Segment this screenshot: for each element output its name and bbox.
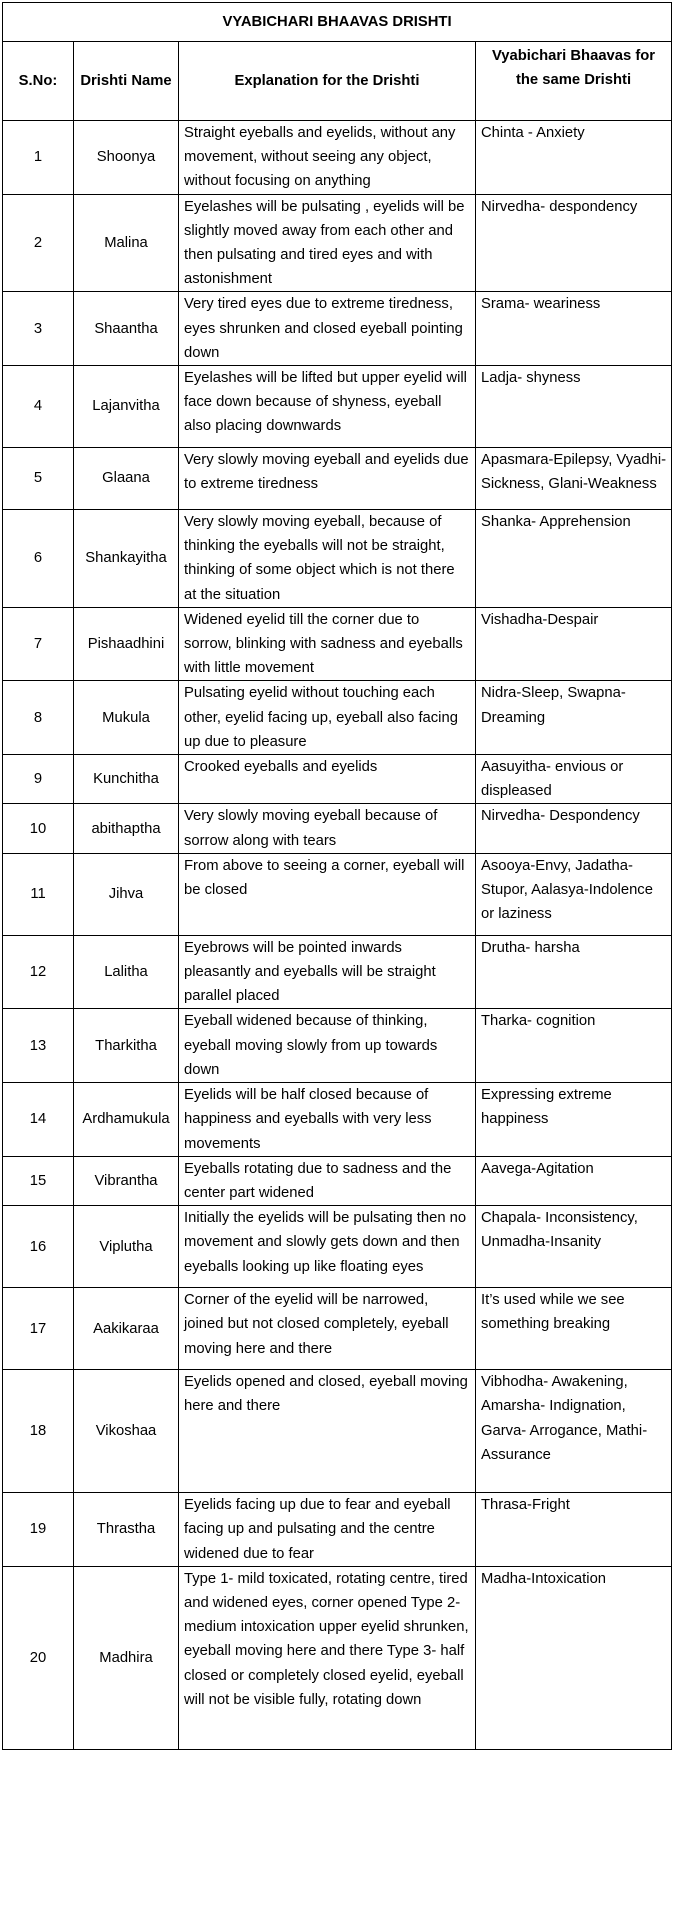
table-row <box>3 1288 672 1370</box>
drishti-name: Vikoshaa <box>74 1370 179 1493</box>
vyabichari-bhaavas: Expressing extreme happiness <box>476 1083 672 1157</box>
vyabichari-bhaavas: Nirvedha- Despondency <box>476 804 672 853</box>
vyabichari-bhaavas: Thrasa-Fright <box>476 1493 672 1567</box>
table-row <box>3 510 672 608</box>
drishti-name: Pishaadhini <box>74 607 179 681</box>
table-row <box>3 366 672 448</box>
vyabichari-bhaavas: Vibhodha- Awakening, Amarsha- Indignation, Garva- Arrogance, Mathi- Assurance <box>476 1370 672 1493</box>
table-row <box>3 448 672 510</box>
drishti-explanation: Crooked eyeballs and eyelids <box>179 755 476 804</box>
table-body <box>3 121 672 1750</box>
vyabichari-bhaavas: Aasuyitha- envious or displeased <box>476 755 672 804</box>
row-number: 7 <box>3 607 74 681</box>
table-row <box>3 1083 672 1157</box>
row-number: 17 <box>3 1288 74 1370</box>
vyabichari-bhaavas: Apasmara-Epilepsy, Vyadhi-Sickness, Glani-Weakness <box>476 448 672 510</box>
row-number: 4 <box>3 366 74 448</box>
vyabichari-bhaavas: Ladja- shyness <box>476 366 672 448</box>
header-drishti-name: Drishti Name <box>74 42 179 121</box>
drishti-name: Mukula <box>74 681 179 755</box>
row-number: 11 <box>3 853 74 935</box>
drishti-name: Jihva <box>74 853 179 935</box>
table-row <box>3 935 672 1009</box>
row-number: 3 <box>3 292 74 366</box>
table-row <box>3 194 672 292</box>
table-row <box>3 1009 672 1083</box>
vyabichari-bhaavas: Chapala- Inconsistency, Unmadha-Insanity <box>476 1206 672 1288</box>
table-row <box>3 1206 672 1288</box>
vyabichari-bhaavas: Asooya-Envy, Jadatha-Stupor, Aalasya-Indolence or laziness <box>476 853 672 935</box>
table-row <box>3 607 672 681</box>
drishti-explanation: Very tired eyes due to extreme tiredness, eyes shrunken and closed eyeball pointing down <box>179 292 476 366</box>
drishti-name: Lalitha <box>74 935 179 1009</box>
vyabichari-bhaavas: Vishadha-Despair <box>476 607 672 681</box>
drishti-explanation: Eyebrows will be pointed inwards pleasantly and eyeballs will be straight parallel placed <box>179 935 476 1009</box>
drishti-name: Madhira <box>74 1566 179 1749</box>
vyabichari-bhaavas: Chinta - Anxiety <box>476 121 672 195</box>
drishti-explanation: Type 1- mild toxicated, rotating centre, tired and widened eyes, corner opened Type 2- medium intoxication upper eyelid shrunken, eyeball moving here and there Type 3- half closed or completely closed eyelid, eyeball will not be visible fully, rotating down <box>179 1566 476 1749</box>
row-number: 2 <box>3 194 74 292</box>
row-number: 8 <box>3 681 74 755</box>
drishti-explanation: Eyelashes will be pulsating , eyelids will be slightly moved away from each other and then pulsating and tired eyes and with astonishment <box>179 194 476 292</box>
drishti-explanation: Straight eyeballs and eyelids, without any movement, without seeing any object, without focusing on anything <box>179 121 476 195</box>
row-number: 18 <box>3 1370 74 1493</box>
drishti-explanation: Eyelids opened and closed, eyeball moving here and there <box>179 1370 476 1493</box>
row-number: 10 <box>3 804 74 853</box>
row-number: 12 <box>3 935 74 1009</box>
drishti-explanation: Corner of the eyelid will be narrowed, joined but not closed completely, eyeball moving here and there <box>179 1288 476 1370</box>
vyabichari-bhaavas: Shanka- Apprehension <box>476 510 672 608</box>
drishti-explanation: Very slowly moving eyeball, because of thinking the eyeballs will not be straight, thinking of some object which is not there at the situation <box>179 510 476 608</box>
drishti-explanation: Eyelids facing up due to fear and eyeball facing up and pulsating and the centre widened due to fear <box>179 1493 476 1567</box>
table-row <box>3 804 672 853</box>
vyabichari-bhaavas: Tharka- cognition <box>476 1009 672 1083</box>
drishti-name: Kunchitha <box>74 755 179 804</box>
table-title: VYABICHARI BHAAVAS DRISHTI <box>3 3 672 42</box>
drishti-name: Malina <box>74 194 179 292</box>
drishti-name: Ardhamukula <box>74 1083 179 1157</box>
row-number: 9 <box>3 755 74 804</box>
vyabichari-bhaavas: Nidra-Sleep, Swapna-Dreaming <box>476 681 672 755</box>
drishti-name: Thrastha <box>74 1493 179 1567</box>
vyabichari-bhaavas: Srama- weariness <box>476 292 672 366</box>
drishti-name: Vibrantha <box>74 1156 179 1205</box>
drishti-explanation: Widened eyelid till the corner due to sorrow, blinking with sadness and eyeballs with little movement <box>179 607 476 681</box>
drishti-name: Viplutha <box>74 1206 179 1288</box>
drishti-name: Lajanvitha <box>74 366 179 448</box>
drishti-name: Tharkitha <box>74 1009 179 1083</box>
table-row <box>3 121 672 195</box>
drishti-explanation: From above to seeing a corner, eyeball will be closed <box>179 853 476 935</box>
row-number: 1 <box>3 121 74 195</box>
vyabichari-bhaavas: Nirvedha- despondency <box>476 194 672 292</box>
row-number: 6 <box>3 510 74 608</box>
row-number: 20 <box>3 1566 74 1749</box>
table-row <box>3 1370 672 1493</box>
vyabichari-bhaavas: Aavega-Agitation <box>476 1156 672 1205</box>
header-sno: S.No: <box>3 42 74 121</box>
drishti-name: Shoonya <box>74 121 179 195</box>
row-number: 14 <box>3 1083 74 1157</box>
table-row <box>3 853 672 935</box>
vyabichari-bhaavas: Drutha- harsha <box>476 935 672 1009</box>
header-vyabichari-bhaavas: Vyabichari Bhaavas for the same Drishti <box>476 42 672 121</box>
row-number: 5 <box>3 448 74 510</box>
vyabichari-bhaavas: It’s used while we see something breaking <box>476 1288 672 1370</box>
table-row <box>3 755 672 804</box>
row-number: 13 <box>3 1009 74 1083</box>
drishti-explanation: Initially the eyelids will be pulsating then no movement and slowly gets down and then eyeballs looking up like floating eyes <box>179 1206 476 1288</box>
table-row <box>3 1566 672 1749</box>
vyabichari-bhaavas: Madha-Intoxication <box>476 1566 672 1749</box>
drishti-name: Shaantha <box>74 292 179 366</box>
drishti-name: abithaptha <box>74 804 179 853</box>
drishti-explanation: Eyelashes will be lifted but upper eyelid will face down because of shyness, eyeball also placing downwards <box>179 366 476 448</box>
drishti-name: Shankayitha <box>74 510 179 608</box>
drishti-explanation: Eyelids will be half closed because of happiness and eyeballs with very less movements <box>179 1083 476 1157</box>
row-number: 16 <box>3 1206 74 1288</box>
row-number: 19 <box>3 1493 74 1567</box>
table-row <box>3 1493 672 1567</box>
drishti-explanation: Eyeballs rotating due to sadness and the center part widened <box>179 1156 476 1205</box>
drishti-explanation: Eyeball widened because of thinking, eyeball moving slowly from up towards down <box>179 1009 476 1083</box>
drishti-name: Glaana <box>74 448 179 510</box>
row-number: 15 <box>3 1156 74 1205</box>
table-row <box>3 1156 672 1205</box>
table-row <box>3 681 672 755</box>
table-row <box>3 292 672 366</box>
drishti-name: Aakikaraa <box>74 1288 179 1370</box>
drishti-explanation: Pulsating eyelid without touching each other, eyelid facing up, eyeball also facing up due to pleasure <box>179 681 476 755</box>
drishti-explanation: Very slowly moving eyeball because of sorrow along with tears <box>179 804 476 853</box>
drishti-explanation: Very slowly moving eyeball and eyelids due to extreme tiredness <box>179 448 476 510</box>
drishti-table <box>2 2 672 1750</box>
header-explanation: Explanation for the Drishti <box>179 42 476 121</box>
